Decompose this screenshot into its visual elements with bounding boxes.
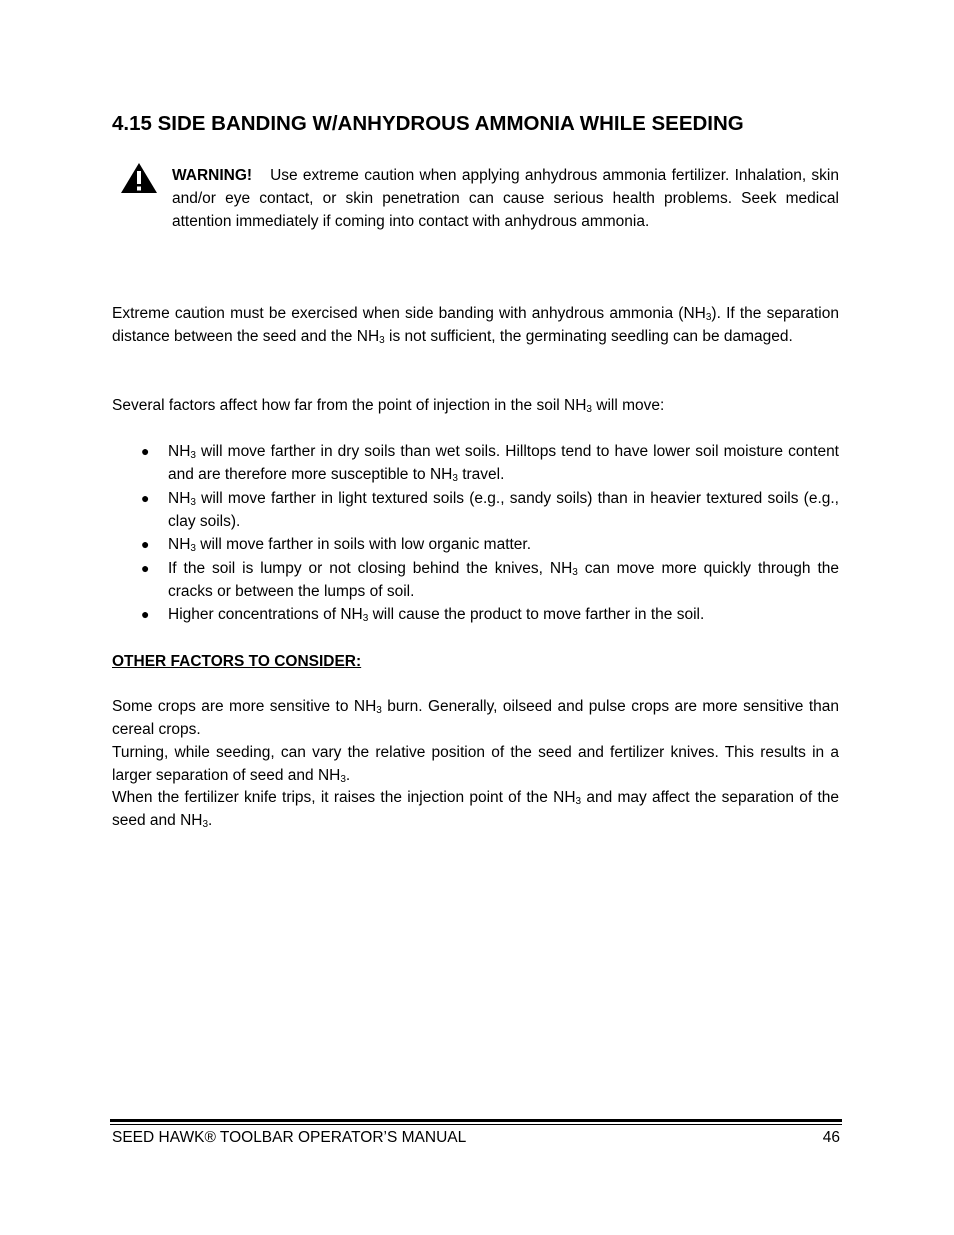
formula-sub: 3 [452,473,458,484]
bullet-icon: ● [141,559,150,576]
intro-paragraph-1 [112,302,839,348]
footer-page-number: 46 [822,1129,840,1146]
formula-base: NH [317,767,341,784]
text-run: Turning, while seeding, can vary the relative position of the seed and fertilizer knives. This results in a larger separation of seed and [112,744,839,784]
text-run: will move farther in light textured soils (e.g., sandy soils) than in heavier textured soils (e.g., clay soils). [168,489,839,530]
formula-base: NH [553,789,576,806]
footer-rule-thin [110,1124,842,1125]
formula-sub: 3 [705,312,712,323]
formula-base: NH [356,328,380,345]
formula-base: NH [168,443,191,460]
text-run: Higher concentrations of [168,606,341,623]
footer-manual-title: SEED HAWK® TOOLBAR OPERATOR’S MANUAL [112,1129,467,1146]
formula-sub: 3 [202,819,209,830]
warning-body: Use extreme caution when applying anhydrous ammonia fertilizer. Inhalation, skin and/or eye contact, or skin penetration can cause serious health problems. Seek medical attention immediately if coming into contact with anhydrous ammonia. [172,167,839,230]
formula-sub: 3 [340,774,346,785]
text-run: will cause the product to move farther in the soil. [368,606,705,623]
text-run: If the soil is lumpy or not closing behind the knives, [168,559,550,577]
text-run: is not sufficient, the germinating seedling can be damaged. [384,328,793,345]
formula-sub: 3 [190,496,196,508]
factors-list [112,440,839,627]
warning-triangle-icon [120,162,158,194]
formula-sub: 3 [575,796,582,807]
other-paragraph-2 [112,741,839,787]
formula-base: NH [549,559,573,577]
bullet-icon: ● [141,536,150,552]
text-run: When the fertilizer knife trips, it raises the injection point of the [112,789,554,806]
bullet-icon: ● [141,489,150,506]
list-item [112,533,839,556]
text-run: Extreme caution must be exercised when side banding with anhydrous ammonia ( [112,305,684,322]
bullet-icon: ● [141,606,150,622]
text-run: ). If the separation distance between the seed and the [112,305,839,345]
text-run: burn. Generally, oilseed and pulse crops are more sensitive than cereal crops. [112,698,839,738]
text-run: will move: [591,397,665,414]
formula-sub: 3 [190,450,196,461]
formula-base: NH [180,812,203,829]
formula-base: NH [564,397,587,414]
bullet-icon: ● [141,443,150,459]
formula-sub: 3 [379,335,385,346]
warning-label: WARNING! [172,167,253,184]
formula-sub: 3 [586,404,592,415]
formula-base: NH [353,698,377,715]
section-title: 4.15 SIDE BANDING W/ANHYDROUS AMMONIA WHILE SEEDING [112,112,744,135]
list-item [112,603,839,626]
list-item [112,487,839,533]
formula-sub: 3 [190,543,196,554]
list-item [112,440,839,486]
formula-base: NH [340,606,363,623]
list-item [112,557,839,603]
other-paragraph-1 [112,695,839,741]
text-run: travel. [457,466,505,483]
text-run: will move farther in soils with low organic matter. [195,536,532,553]
formula-base: NH [429,466,453,483]
text-run: will move farther in dry soils than wet soils. Hilltops tend to have lower soil moisture content and are therefore more susceptible to [168,443,839,483]
formula-sub: 3 [376,705,382,716]
text-run: Some crops are more sensitive to [112,698,354,715]
text-run: Several factors affect how far from the point of injection in the soil [112,397,565,414]
other-factors-heading: OTHER FACTORS TO CONSIDER: [112,653,362,670]
other-paragraph-3 [112,786,839,832]
footer-rule [110,1119,842,1122]
text-run: and may affect the separation of the seed and [112,789,839,829]
formula-base: NH [168,536,191,553]
intro-paragraph-2 [112,394,839,417]
formula-sub: 3 [362,613,369,624]
formula-base: NH [683,305,706,322]
warning-text [172,164,839,233]
text-run: . [208,812,213,829]
formula-base: NH [168,489,191,507]
text-run: can move more quickly through the cracks or between the lumps of soil. [168,559,839,600]
text-run: . [345,767,351,784]
formula-sub: 3 [572,566,578,578]
